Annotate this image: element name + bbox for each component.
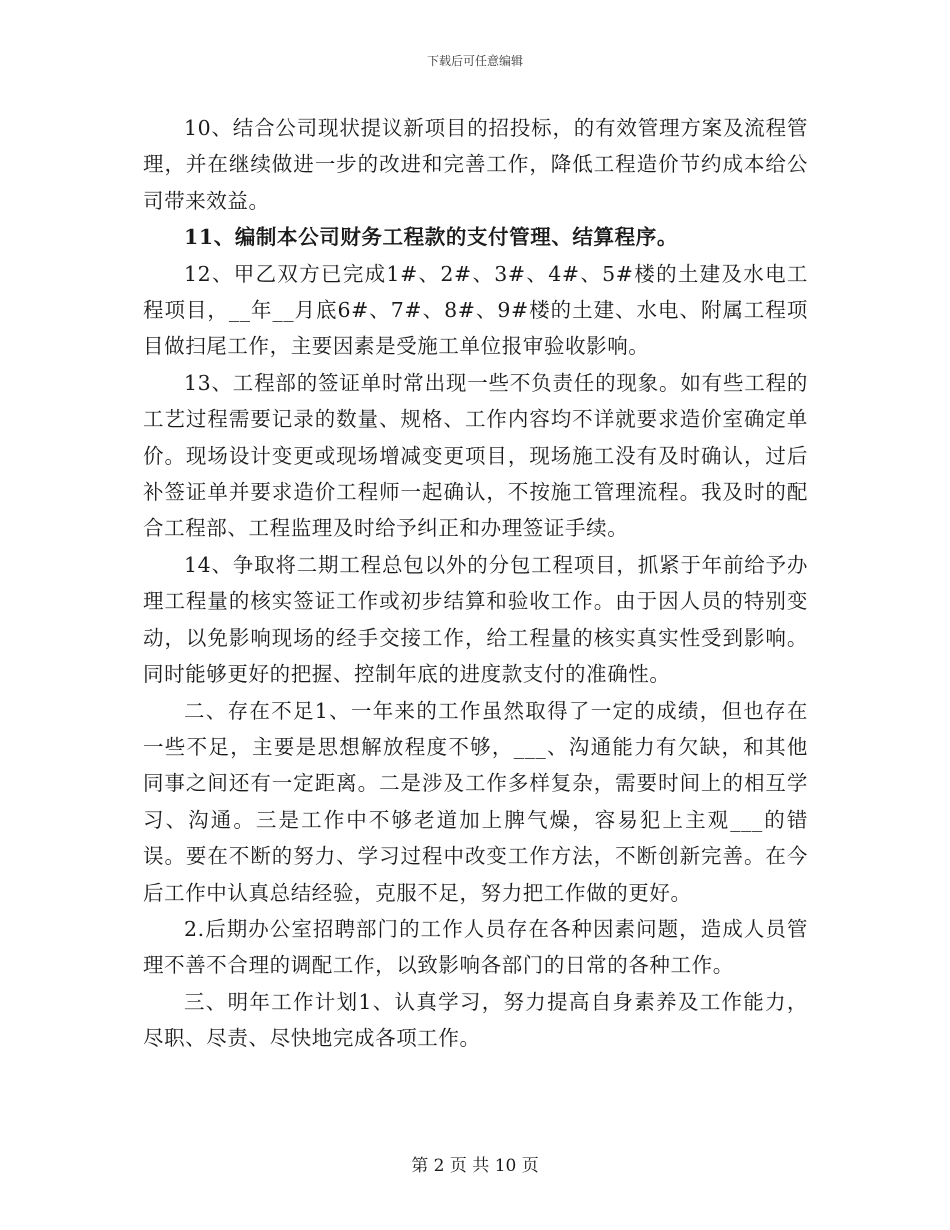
page-header: 下载后可任意编辑 [426, 54, 523, 68]
paragraph-staffing-issue: 2.后期办公室招聘部门的工作人员存在各种因素问题，造成人员管理不善不合理的调配工作，以致影响各部门的日常的各种工作。 [143, 916, 808, 978]
page-number: 第 2 页 共 10 页 [411, 1156, 539, 1176]
paragraph-next-year-plan: 三、明年工作计划1、认真学习，努力提高自身素养及工作能力，尽职、尽责、尽快地完成各项工作。 [143, 989, 808, 1051]
paragraph-shortcomings: 二、存在不足1、一年来的工作虽然取得了一定的成绩，但也存在一些不足，主要是思想解放程度不够，___、沟通能力有欠缺，和其他同事之间还有一定距离。二是涉及工作多样复杂，需要时间上的相互学习、沟通。三是工作中不够老道加上脾气燥，容易犯上主观___的错误。要在不断的努力、学习过程中改变工作方法，不断创新完善。在今后工作中认真总结经验，克服不足，努力把工作做的更好。 [143, 698, 808, 905]
paragraph-item-10: 10、结合公司现状提议新项目的招投标，的有效管理方案及流程管理，并在继续做进一步的改进和完善工作，降低工程造价节约成本给公司带来效益。 [143, 116, 808, 213]
document-body [143, 110, 808, 1057]
paragraph-item-12: 12、甲乙双方已完成1#、2#、3#、4#、5#楼的土建及水电工程项目，__年__月底6#、7#、8#、9#楼的土建、水电、附属工程项目做扫尾工作，主要因素是受施工单位报审验收影响。 [143, 261, 808, 359]
paragraph-item-11: 11、编制本公司财务工程款的支付管理、结算程序。 [184, 225, 678, 250]
paragraph-item-14: 14、争取将二期工程总包以外的分包工程项目，抓紧于年前给予办理工程量的核实签证工作或初步结算和验收工作。由于因人员的特别变动，以免影响现场的经手交接工作，给工程量的核实真实性受到影响。同时能够更好的把握、控制年底的进度款支付的准确性。 [143, 552, 808, 687]
paragraph-item-13: 13、工程部的签证单时常出现一些不负责任的现象。如有些工程的工艺过程需要记录的数量、规格、工作内容均不详就要求造价室确定单价。现场设计变更或现场增减变更项目，现场施工没有及时确认，过后补签证单并要求造价工程师一起确认，不按施工管理流程。我及时的配合工程部、工程监理及时给予纠正和办理签证手续。 [143, 370, 808, 541]
